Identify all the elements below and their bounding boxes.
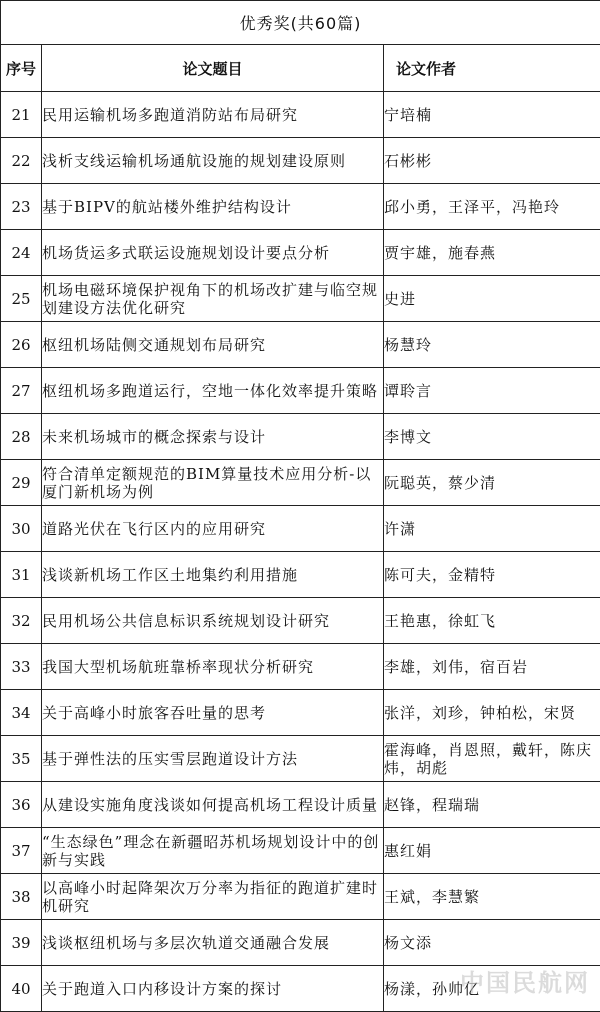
- paper-title: 未来机场城市的概念探索与设计: [42, 414, 384, 460]
- row-number: 33: [1, 644, 42, 690]
- paper-author: 邱小勇，王泽平，冯艳玲: [384, 184, 600, 230]
- paper-title: 枢纽机场多跑道运行，空地一体化效率提升策略: [42, 368, 384, 414]
- watermark-logo: 中国民航网: [460, 969, 590, 997]
- paper-author: 史进: [384, 276, 600, 322]
- paper-title: “生态绿色”理念在新疆昭苏机场规划设计中的创新与实践: [42, 828, 384, 874]
- table-row: [1, 184, 600, 230]
- paper-title: 浅谈枢纽机场与多层次轨道交通融合发展: [42, 920, 384, 966]
- table-row: [1, 276, 600, 322]
- table-row: [1, 736, 600, 782]
- caption-row: [1, 1, 600, 45]
- paper-title: 以高峰小时起降架次万分率为指征的跑道扩建时机研究: [42, 874, 384, 920]
- table-row: [1, 322, 600, 368]
- paper-title: 浅谈新机场工作区土地集约利用措施: [42, 552, 384, 598]
- header-author: 论文作者: [384, 45, 600, 92]
- paper-author: 惠红娟: [384, 828, 600, 874]
- table-row: [1, 966, 600, 1012]
- table-row: [1, 92, 600, 138]
- paper-title: 机场货运多式联运设施规划设计要点分析: [42, 230, 384, 276]
- paper-author: 杨文添: [384, 920, 600, 966]
- table-row: [1, 506, 600, 552]
- paper-title: 符合清单定额规范的BIM算量技术应用分析-以厦门新机场为例: [42, 460, 384, 506]
- row-number: 23: [1, 184, 42, 230]
- paper-author: 杨慧玲: [384, 322, 600, 368]
- paper-author: 贾宇雄，施春燕: [384, 230, 600, 276]
- table-row: [1, 460, 600, 506]
- paper-author: 王斌，李慧繁: [384, 874, 600, 920]
- row-number: 26: [1, 322, 42, 368]
- paper-author: 陈可夫，金精特: [384, 552, 600, 598]
- row-number: 32: [1, 598, 42, 644]
- paper-author: 杨漾，孙帅亿: [384, 966, 600, 1012]
- header-title: 论文题目: [42, 45, 384, 92]
- row-number: 38: [1, 874, 42, 920]
- row-number: 31: [1, 552, 42, 598]
- paper-title: 从建设实施角度浅谈如何提高机场工程设计质量: [42, 782, 384, 828]
- paper-author: 李雄，刘伟，宿百岩: [384, 644, 600, 690]
- paper-author: 张洋，刘珍，钟柏松，宋贤: [384, 690, 600, 736]
- row-number: 40: [1, 966, 42, 1012]
- header-row: [1, 45, 600, 92]
- paper-author: 王艳惠，徐虹飞: [384, 598, 600, 644]
- table-row: [1, 230, 600, 276]
- row-number: 24: [1, 230, 42, 276]
- paper-author: 阮聪英，蔡少清: [384, 460, 600, 506]
- paper-title: 基于BIPV的航站楼外维护结构设计: [42, 184, 384, 230]
- table-row: [1, 828, 600, 874]
- table-caption: 优秀奖(共60篇): [1, 1, 600, 45]
- paper-author: 赵锋，程瑞瑞: [384, 782, 600, 828]
- paper-title: 机场电磁环境保护视角下的机场改扩建与临空规划建设方法优化研究: [42, 276, 384, 322]
- paper-author: 霍海峰，肖恩照，戴轩，陈庆炜，胡彪: [384, 736, 600, 782]
- table-row: [1, 874, 600, 920]
- table-row: [1, 138, 600, 184]
- paper-title: 枢纽机场陆侧交通规划布局研究: [42, 322, 384, 368]
- table-row: [1, 368, 600, 414]
- table-row: [1, 552, 600, 598]
- paper-title: 关于跑道入口内移设计方案的探讨: [42, 966, 384, 1012]
- table-row: [1, 598, 600, 644]
- paper-title: 道路光伏在飞行区内的应用研究: [42, 506, 384, 552]
- table-row: [1, 920, 600, 966]
- paper-title: 关于高峰小时旅客吞吐量的思考: [42, 690, 384, 736]
- paper-author: 许潇: [384, 506, 600, 552]
- table-body: [1, 92, 600, 1012]
- row-number: 37: [1, 828, 42, 874]
- paper-title: 基于弹性法的压实雪层跑道设计方法: [42, 736, 384, 782]
- paper-author: 石彬彬: [384, 138, 600, 184]
- header-number: 序号: [1, 45, 42, 92]
- table-row: [1, 690, 600, 736]
- paper-author: 宁培楠: [384, 92, 600, 138]
- row-number: 25: [1, 276, 42, 322]
- row-number: 28: [1, 414, 42, 460]
- paper-title: 我国大型机场航班靠桥率现状分析研究: [42, 644, 384, 690]
- row-number: 39: [1, 920, 42, 966]
- table-row: [1, 644, 600, 690]
- table-row: [1, 414, 600, 460]
- row-number: 36: [1, 782, 42, 828]
- row-number: 29: [1, 460, 42, 506]
- table-row: [1, 782, 600, 828]
- row-number: 30: [1, 506, 42, 552]
- row-number: 21: [1, 92, 42, 138]
- row-number: 35: [1, 736, 42, 782]
- paper-title: 浅析支线运输机场通航设施的规划建设原则: [42, 138, 384, 184]
- paper-author: 谭聆言: [384, 368, 600, 414]
- paper-author: 李博文: [384, 414, 600, 460]
- paper-title: 民用运输机场多跑道消防站布局研究: [42, 92, 384, 138]
- paper-title: 民用机场公共信息标识系统规划设计研究: [42, 598, 384, 644]
- row-number: 22: [1, 138, 42, 184]
- row-number: 27: [1, 368, 42, 414]
- row-number: 34: [1, 690, 42, 736]
